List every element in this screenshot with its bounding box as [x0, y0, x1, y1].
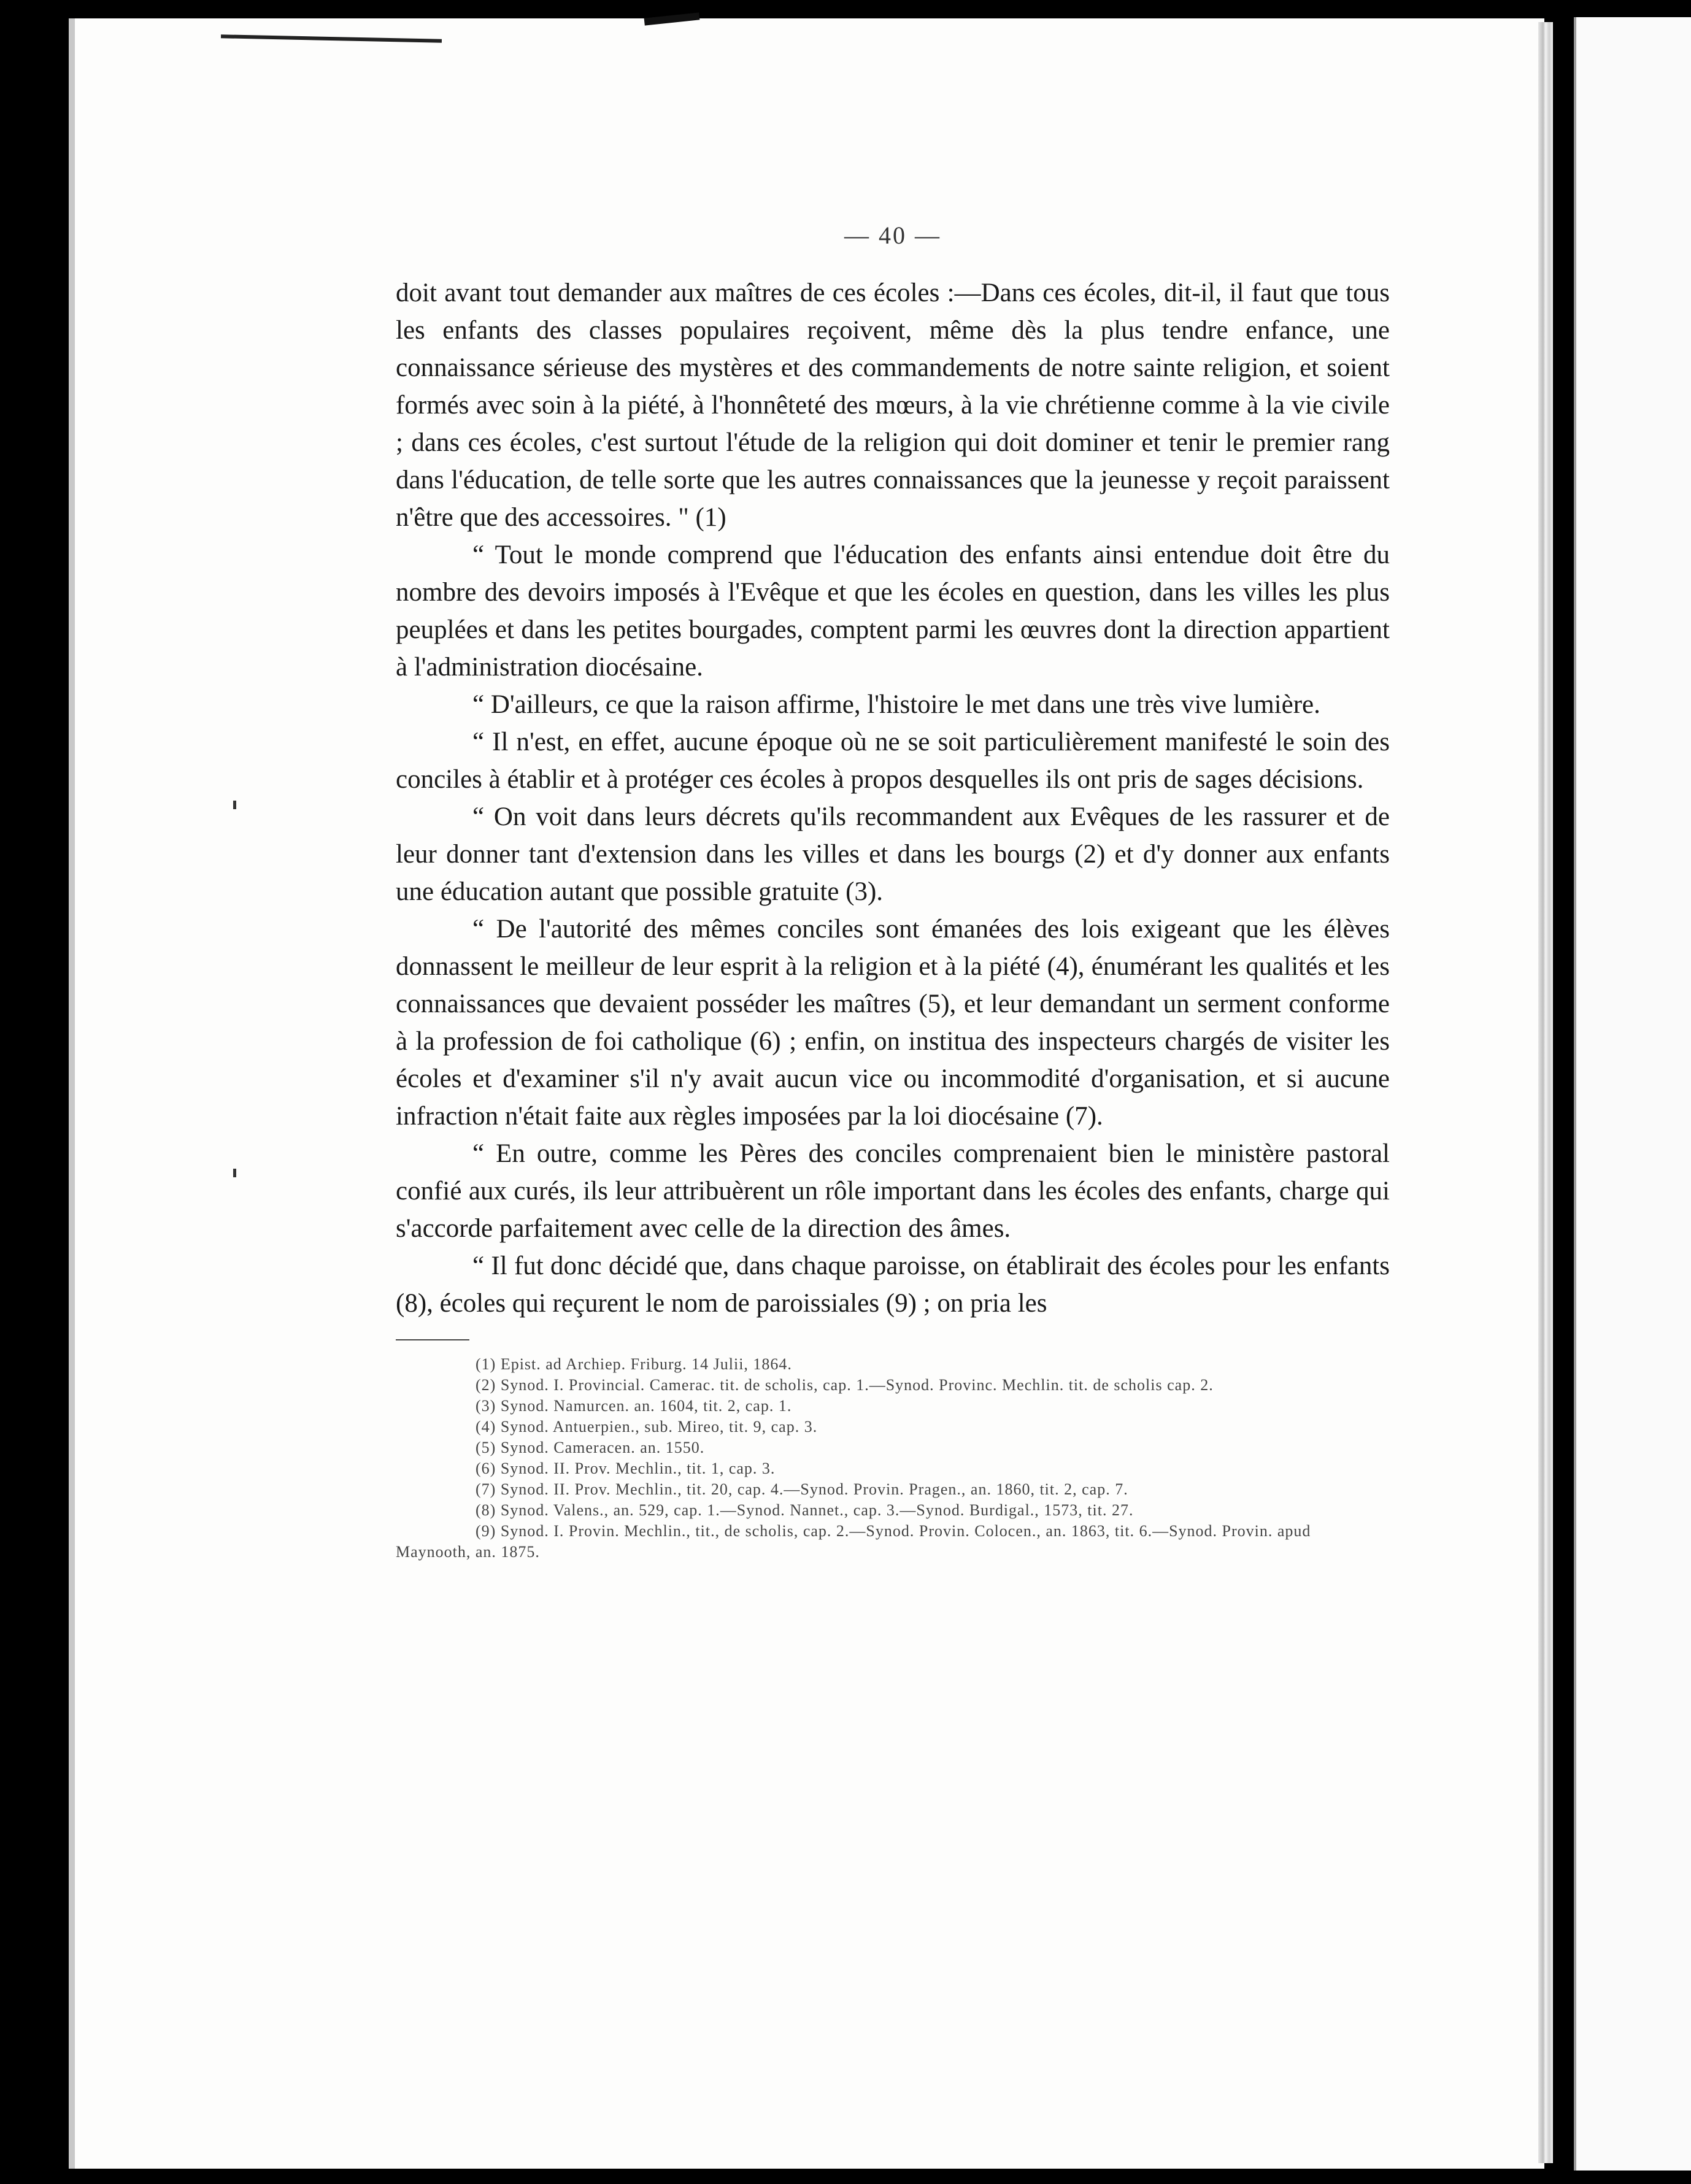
footnote-divider	[396, 1339, 469, 1340]
paragraph: “ On voit dans leurs décrets qu'ils recommandent aux Evêques de les rassurer et de leur donner tant d'extension dans les villes et dans les bourgs (2) et d'y donner aux enfants une éducation autant que possible gratuite (3).	[396, 802, 1390, 906]
footnote: (9) Synod. I. Provin. Mechlin., tit., de scholis, cap. 2.—Synod. Provin. Colocen., an. 1863, tit. 6.—Synod. Provin. apud Maynooth, an. 1875.	[396, 1522, 1311, 1561]
footnote: (6) Synod. II. Prov. Mechlin., tit. 1, cap. 3.	[476, 1459, 776, 1477]
paragraph: “ Il fut donc décidé que, dans chaque paroisse, on établirait des écoles pour les enfants (8), écoles qui reçurent le nom de paroissiales (9) ; on pria les	[396, 1252, 1390, 1318]
scan-speck	[233, 801, 236, 809]
paragraph: “ De l'autorité des mêmes conciles sont émanées des lois exigeant que les élèves donnassent le meilleur de leur esprit à la religion et à la piété (4), énumérant les qualités et les connaissances que devaient posséder les maîtres (5), et leur demandant un serment conforme à la profession de foi catholique (6) ; enfin, on institua des inspecteurs chargés de visiter les écoles et d'examiner s'il n'y avait aucun vice ou incommodité d'organisation, et si aucune infraction n'était faite aux règles imposées par la loi diocésaine (7).	[396, 915, 1390, 1131]
page-number: — 40 —	[844, 221, 941, 249]
footnote: (8) Synod. Valens., an. 529, cap. 1.—Synod. Nannet., cap. 3.—Synod. Burdigal., 1573, tit. 27.	[476, 1501, 1134, 1519]
footnote: (1) Epist. ad Archiep. Friburg. 14 Julii, 1864.	[476, 1355, 792, 1373]
paragraph: doit avant tout demander aux maîtres de ces écoles :—Dans ces écoles, dit-il, il faut que tous les enfants des classes populaires reçoivent, même dès la plus tendre enfance, une connaissance sérieuse des mystères et des commandements de notre sainte religion, et soient formés avec soin à la piété, à l'honnêteté des mœurs, à la vie chrétienne comme à la vie civile ; dans ces écoles, c'est surtout l'étude de la religion qui doit dominer et tenir le premier rang dans l'éducation, de telle sorte que les autres connaissances que la jeunesse y reçoit paraissent n'être que des accessoires. " (1)	[396, 279, 1390, 532]
footnote: (4) Synod. Antuerpien., sub. Mireo, tit. 9, cap. 3.	[476, 1418, 818, 1436]
footnote: (7) Synod. II. Prov. Mechlin., tit. 20, cap. 4.—Synod. Provin. Pragen., an. 1860, tit. 2, cap. 7.	[476, 1480, 1128, 1498]
scan-speck	[233, 1169, 236, 1177]
paragraph: “ D'ailleurs, ce que la raison affirme, l'histoire le met dans une très vive lumière.	[472, 690, 1320, 719]
footnote: (5) Synod. Cameracen. an. 1550.	[476, 1439, 705, 1456]
footnote: (2) Synod. I. Provincial. Camerac. tit. de scholis, cap. 1.—Synod. Provinc. Mechlin. tit. de scholis cap. 2.	[476, 1376, 1214, 1394]
footnotes	[396, 1354, 1390, 1563]
paragraph: “ Tout le monde comprend que l'éducation des enfants ainsi entendue doit être du nombre des devoirs imposés à l'Evêque et que les écoles en question, dans les villes les plus peuplées et dans les petites bourgades, comptent parmi les œuvres dont la direction appartient à l'administration diocésaine.	[396, 540, 1390, 682]
paragraph: “ En outre, comme les Pères des conciles comprenaient bien le ministère pastoral confié aux curés, ils leur attribuèrent un rôle important dans les écoles des enfants, charge qui s'accorde parfaitement avec celle de la direction des âmes.	[396, 1139, 1390, 1243]
paragraph: “ Il n'est, en effet, aucune époque où ne se soit particulièrement manifesté le soin des conciles à établir et à protéger ces écoles à propos desquelles ils ont pris de sages décisions.	[396, 728, 1390, 794]
page-text	[396, 221, 1390, 1563]
adjacent-page-edge	[1574, 17, 1691, 2171]
body-text	[396, 274, 1390, 1322]
page-edges	[1538, 22, 1553, 2163]
footnote: (3) Synod. Namurcen. an. 1604, tit. 2, cap. 1.	[476, 1397, 792, 1415]
